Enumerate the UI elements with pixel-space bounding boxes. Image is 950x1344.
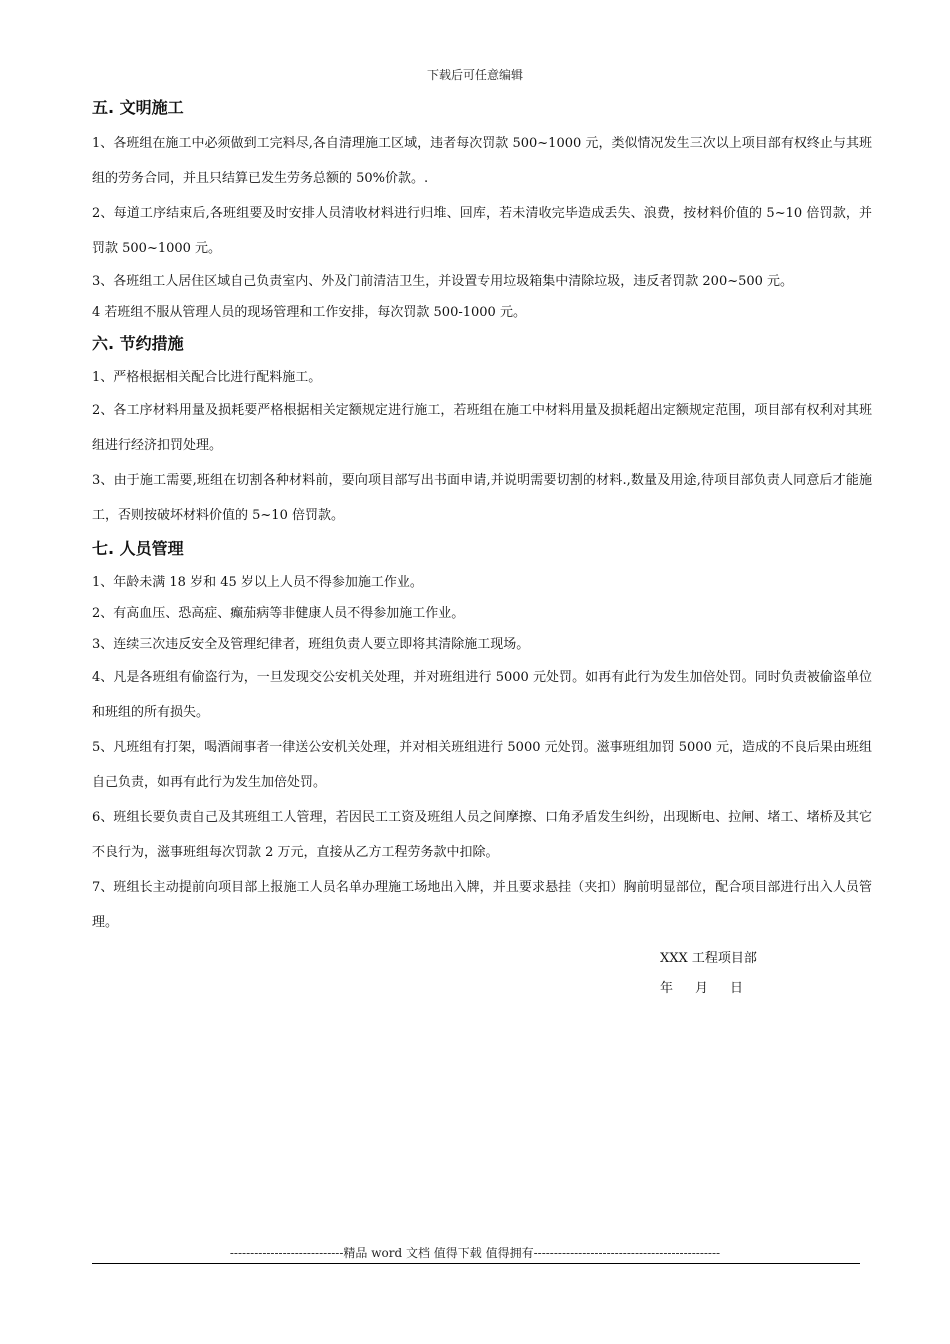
paragraph: 5、凡班组有打架，喝酒闹事者一律送公安机关处理，并对相关班组进行 5000 元处罚。滋事班组加罚 5000 元，造成的不良后果由班组自己负责，如再有此行为发生加倍处罚。	[92, 740, 872, 790]
date-day: 日	[730, 981, 744, 996]
date-month: 月	[695, 981, 709, 996]
paragraph: 6、班组长要负责自己及其班组工人管理，若因民工工资及班组人员之间摩擦、口角矛盾发生纠纷，出现断电、拉闸、堵工、堵桥及其它不良行为，滋事班组每次罚款 2 万元，直接从乙方工程劳务款中扣除。	[92, 810, 872, 860]
footer-divider	[92, 1263, 860, 1264]
section-title-personnel: 七. 人员管理	[92, 539, 184, 558]
page-header: 下载后可任意编辑	[426, 68, 523, 82]
paragraph: 4、凡是各班组有偷盗行为，一旦发现交公安机关处理，并对班组进行 5000 元处罚。如再有此行为发生加倍处罚。同时负责被偷盗单位和班组的所有损失。	[92, 670, 872, 720]
date-year: 年	[660, 981, 674, 996]
paragraph: 2、各工序材料用量及损耗要严格根据相关定额规定进行施工，若班组在施工中材料用量及损耗超出定额规定范围，项目部有权利对其班组进行经济扣罚处理。	[92, 403, 872, 453]
page-footer: ----------------------------精品 word 文档 值得下载 值得拥有----------------------------------------------	[229, 1246, 721, 1260]
paragraph: 3、由于施工需要,班组在切割各种材料前，要向项目部写出书面申请,并说明需要切割的材料.,数量及用途,待项目部负责人同意后才能施工，否则按破坏材料价值的 5~10 倍罚款。	[92, 473, 872, 523]
paragraph: 1、年龄未满 18 岁和 45 岁以上人员不得参加施工作业。	[92, 575, 423, 590]
signature-block	[660, 944, 765, 1004]
document-body	[92, 96, 872, 940]
paragraph: 1、各班组在施工中必须做到工完料尽,各自清理施工区域，违者每次罚款 500~1000 元，类似情况发生三次以上项目部有权终止与其班组的劳务合同，并且只结算已发生劳务总额的 50%价款。.	[92, 136, 872, 186]
section-title-civilized: 五. 文明施工	[92, 98, 184, 117]
paragraph: 4 若班组不服从管理人员的现场管理和工作安排，每次罚款 500-1000 元。	[92, 305, 526, 320]
paragraph: 1、严格根据相关配合比进行配料施工。	[92, 370, 322, 385]
paragraph: 7、班组长主动提前向项目部上报施工人员名单办理施工场地出入牌，并且要求悬挂（夹扣）胸前明显部位，配合项目部进行出入人员管理。	[92, 880, 872, 930]
paragraph: 3、各班组工人居住区域自己负责室内、外及门前清洁卫生，并设置专用垃圾箱集中清除垃圾，违反者罚款 200~500 元。	[92, 274, 794, 289]
signature-org: XXX 工程项目部	[660, 951, 757, 966]
section-title-saving: 六. 节约措施	[92, 334, 184, 353]
paragraph: 2、有高血压、恐高症、癫茄病等非健康人员不得参加施工作业。	[92, 606, 465, 621]
paragraph: 2、每道工序结束后,各班组要及时安排人员清收材料进行归堆、回库，若未清收完毕造成丢失、浪费，按材料价值的 5~10 倍罚款，并罚款 500~1000 元。	[92, 206, 872, 256]
signature-date	[660, 974, 765, 1004]
paragraph: 3、连续三次违反安全及管理纪律者，班组负责人要立即将其清除施工现场。	[92, 637, 530, 652]
